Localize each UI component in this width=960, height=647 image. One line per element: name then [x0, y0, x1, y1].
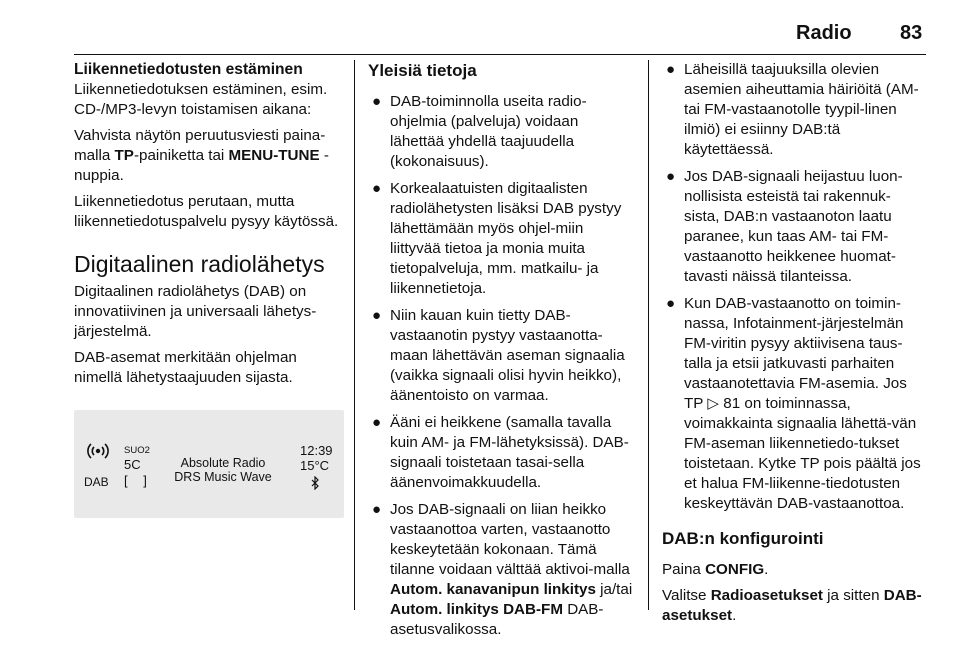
header-title: Radio: [796, 22, 852, 44]
column-right: [662, 60, 926, 632]
header-divider: [74, 54, 926, 55]
column-divider-2: [648, 60, 649, 610]
dab-config-heading: DAB:n konfigurointi: [662, 529, 824, 548]
broadcast-icon: [86, 438, 110, 462]
dab-notes-list: [662, 60, 926, 514]
list-item: ● Läheisillä taajuuksilla olevien asemien aiheuttamia häiriöitä (AM- tai FM-vastaanotolle tyypil-linen ilmiö) ei esiinny DAB:tä käytettäessä.: [666, 61, 919, 158]
temperature: 15°C: [300, 458, 330, 473]
page-header: [0, 0, 960, 56]
traffic-paragraph-2: Vahvista näytön peruutusviesti paina-malla TP-painiketta tai MENU-TUNE -nuppia.: [74, 127, 329, 184]
general-info-list: [368, 92, 636, 640]
column-middle: [368, 60, 636, 647]
bluetooth-icon: [310, 476, 320, 490]
list-item: ● Korkealaatuisten digitaalisten radiolähetysten lisäksi DAB pystyy lähettämään myös ohjel-miin liittyvää tietoa ja monia muita tietopalveluja, mm. matkailu- ja liikennetietoja.: [372, 180, 622, 297]
config-paragraph-2: Valitse Radioasetukset ja sitten DAB-asetukset.: [662, 587, 922, 624]
dab-paragraph-1: Digitaalinen radiolähetys (DAB) on innovatiivinen ja universaali lähetys-järjestelmä.: [74, 283, 317, 340]
band-label: DAB: [84, 475, 109, 489]
traffic-paragraph-3: Liikennetiedotus perutaan, mutta liikennetiedotuspalvelu pysyy käytössä.: [74, 193, 339, 230]
dab-heading: Digitaalinen radiolähetys: [74, 251, 325, 277]
page-reference-arrow-icon: ▷: [707, 395, 720, 412]
station-name: Absolute Radio: [180, 456, 266, 470]
general-info-heading: Yleisiä tietoja: [368, 61, 477, 80]
tp-button-label: TP: [114, 147, 134, 164]
channel-label: 5C: [124, 457, 141, 472]
column-divider-1: [354, 60, 355, 610]
list-item: ● DAB-toiminnolla useita radio-ohjelmia (palveluja) voidaan lähettää yhdellä taajuudella (kokonaisuus).: [372, 93, 587, 170]
list-item: ● Jos DAB-signaali heijastuu luon-nollisista esteistä tai rakennuk-sista, DAB:n vastaanoton laatu paranee, kun taas AM- tai FM-vastaanotto heikkenee huomat-tavasti näissä tilanteissa.: [666, 168, 903, 285]
radio-display-figure: [74, 410, 344, 518]
column-left: [74, 60, 344, 518]
traffic-paragraph-1: Liikennetiedotuksen estäminen, esim. CD-/MP3-levyn toistamisen aikana:: [74, 81, 328, 118]
dab-paragraph-2: DAB-asemat merkitään ohjelman nimellä lähetystaajuuden sijasta.: [74, 349, 297, 386]
programme-name: DRS Music Wave: [174, 470, 272, 484]
menu-tune-label: MENU-TUNE: [228, 147, 320, 164]
list-item: ● Ääni ei heikkene (samalla tavalla kuin AM- ja FM-lähetyksissä). DAB-signaali toistetaan tasai-sella äänenvoimakkuudella.: [372, 414, 629, 491]
list-item: ● Niin kauan kuin tietty DAB-vastaanotin pystyy vastaanotta-maan lähettävän aseman signaalia (vaikka signaali olisi hyvin heikko), äänentoisto on varmaa.: [372, 307, 625, 404]
channel-brackets: [ ]: [124, 473, 153, 488]
traffic-heading: Liikennetiedotusten estäminen: [74, 61, 303, 78]
page-number: 83: [900, 22, 923, 44]
list-item: ● Jos DAB-signaali on liian heikko vastaanottoa varten, vastaanotto keskeytetään kokonaan. Tämä tilanne voidaan välttää aktivoi-malla Autom. kanavanipun linkitys ja/tai Autom. linkitys DAB-FM DAB-asetusvalikossa.: [372, 501, 633, 638]
list-item: ● Kun DAB-vastaanotto on toimin-nassa, Infotainment-järjestelmän FM-viritin pysyy aktiivisena taus-talla ja etsii jatkuvasti parhaiten vastaanotettavia FM-asemia. Jos TP ▷ 81 on toiminnassa, voimakkainta signaalia lähettä-vän FM-aseman liikennetiedo-tukset toistetaan. Kytke TP pois päältä jos et halua FM-liikenne-tiedotusten keskeyttävän DAB-vastaanottoa.: [666, 295, 921, 512]
service-id: SUO2: [124, 445, 150, 456]
clock-time: 12:39: [300, 443, 333, 458]
config-paragraph-1: Paina CONFIG.: [662, 561, 769, 578]
